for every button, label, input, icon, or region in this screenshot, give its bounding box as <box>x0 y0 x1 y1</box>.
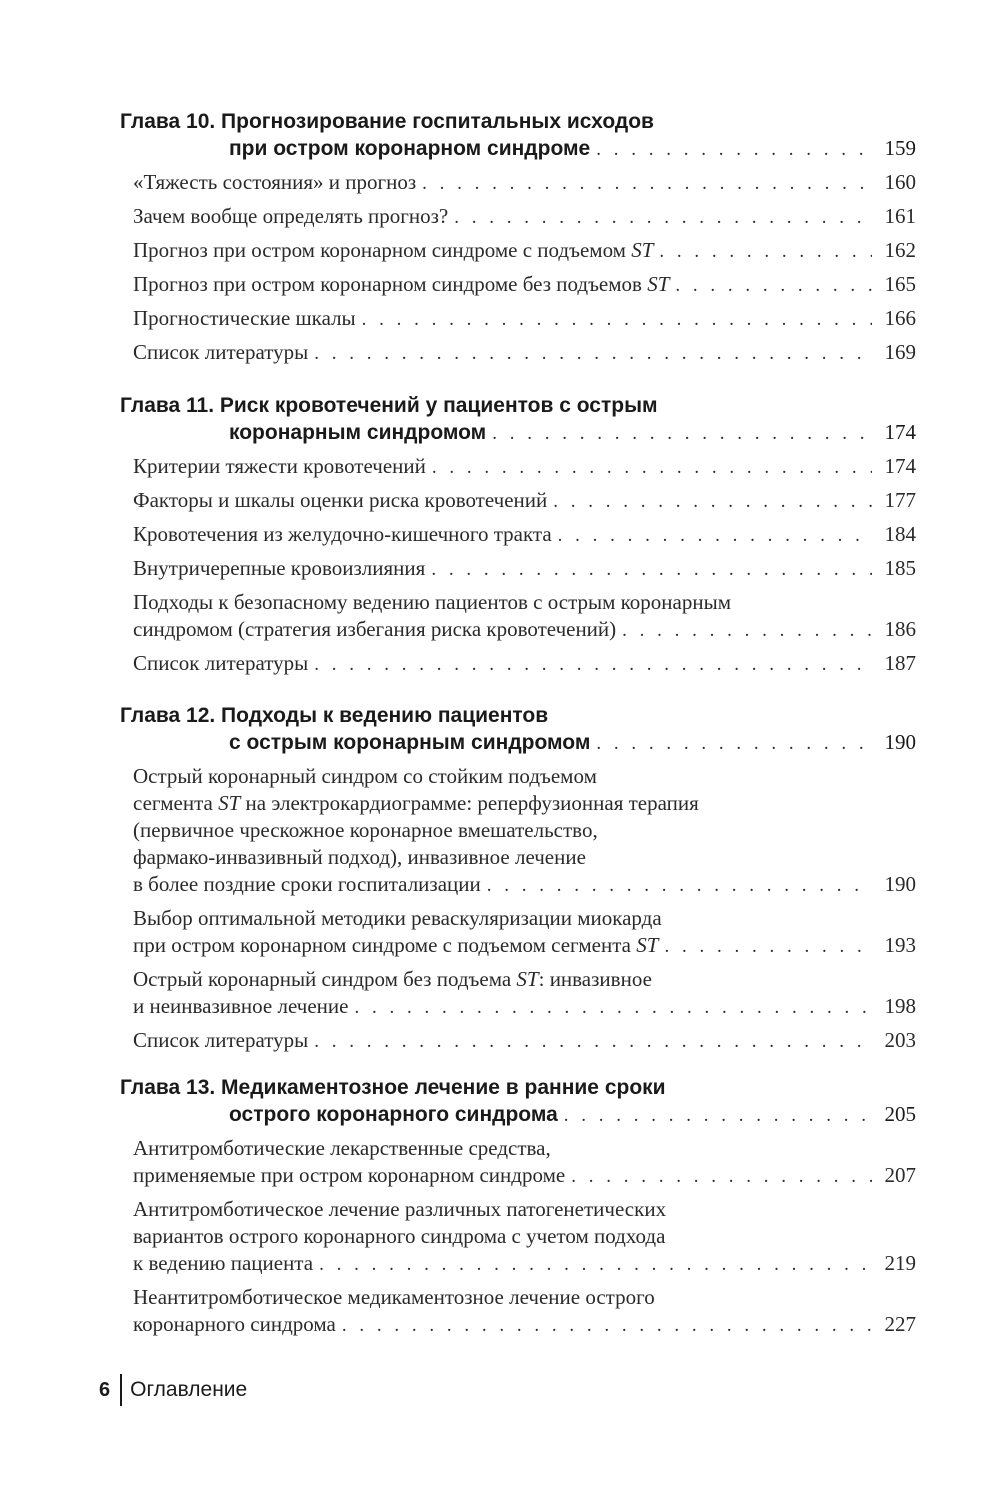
footer-section-title: Оглавление <box>130 1378 248 1401</box>
page-number: 184 <box>884 522 916 546</box>
toc-entry[interactable]: Подходы к безопасному ведению пациентов с острым коронарным синдромом (стратегия избегания риска кровотечений) . . . 186 <box>133 589 916 644</box>
page-number: 193 <box>884 933 916 957</box>
page-number: 190 <box>884 730 916 754</box>
page-number: 174 <box>884 420 916 444</box>
leader-dots <box>564 1102 872 1129</box>
chapter-title-line: коронарным синдромом . . . 174 <box>120 419 916 447</box>
toc-entry[interactable]: Антитромботическое лечение различных патогенетических вариантов острого коронарного синдрома с учетом подхода к ведению пациента . . . 219 <box>133 1196 916 1278</box>
page-footer <box>99 1374 247 1406</box>
leader-dots <box>492 420 872 447</box>
toc-entry[interactable]: Критерии тяжести кровотечений . . . 174 <box>133 453 916 481</box>
toc-entry[interactable]: Список литературы . . . 203 <box>133 1027 916 1055</box>
page-number: 166 <box>884 306 916 330</box>
toc-entry[interactable]: Антитромботические лекарственные средства, применяемые при остром коронарном синдроме . . . 207 <box>133 1135 916 1190</box>
page-number: 219 <box>884 1251 916 1275</box>
page-number: 165 <box>884 272 916 296</box>
toc-entry[interactable]: Острый коронарный синдром без подъема ST: инвазивное и неинвазивное лечение . . . 198 <box>133 966 916 1021</box>
chapter-12 <box>120 702 916 1061</box>
footer-divider <box>120 1374 122 1406</box>
toc-entry[interactable]: Прогноз при остром коронарном синдроме без подъемов ST . . . 165 <box>133 271 916 299</box>
chapter-11 <box>120 392 916 684</box>
page-number: 185 <box>884 556 916 580</box>
toc-entry[interactable]: Выбор оптимальной методики реваскуляризации миокарда при остром коронарном синдроме с подъемом сегмента ST . . . 193 <box>133 905 916 960</box>
chapter-10 <box>120 108 916 373</box>
chapter-title-line: при остром коронарном синдроме . . . 159 <box>120 135 916 163</box>
page-number: 227 <box>884 1312 916 1336</box>
chapter-title-line: с острым коронарным синдромом . . . 190 <box>120 729 916 757</box>
page-number: 203 <box>884 1028 916 1052</box>
toc-entry[interactable]: Зачем вообще определять прогноз? . . . 161 <box>133 203 916 231</box>
toc-entry[interactable]: Внутричерепные кровоизлияния . . . 185 <box>133 555 916 583</box>
page-number: 161 <box>884 204 916 228</box>
page-number: 159 <box>884 136 916 160</box>
page-number: 177 <box>884 488 916 512</box>
toc-entry[interactable]: Факторы и шкалы оценки риска кровотечений . . . 177 <box>133 487 916 515</box>
leader-dots <box>596 136 872 163</box>
page-number: 174 <box>884 454 916 478</box>
toc-entry[interactable]: Список литературы . . . 187 <box>133 650 916 678</box>
toc-entry[interactable]: «Тяжесть состояния» и прогноз . . . 160 <box>133 169 916 197</box>
page-number: 186 <box>884 617 916 641</box>
toc-entry[interactable]: Список литературы . . . 169 <box>133 339 916 367</box>
page-number: 169 <box>884 340 916 364</box>
chapter-title: Глава 10. Прогнозирование госпитальных исходов <box>120 110 654 133</box>
page-number: 187 <box>884 651 916 675</box>
toc-entry[interactable]: Острый коронарный синдром со стойким подъемом сегмента ST на электрокардиограмме: реперфузионная терапия (первичное чрескожное коронарное вмешательство, фармако-инвазивный подход), инвазивное лечение в более поздние сроки госпитализации . . . 190 <box>133 763 916 899</box>
toc-entry[interactable]: Прогностические шкалы . . . 166 <box>133 305 916 333</box>
page-number: 205 <box>884 1102 916 1126</box>
toc-entry[interactable]: Кровотечения из желудочно-кишечного тракта . . . 184 <box>133 521 916 549</box>
toc-entry[interactable]: Неантитромботическое медикаментозное лечение острого коронарного синдрома . . . 227 <box>133 1284 916 1339</box>
footer-page-number: 6 <box>99 1378 111 1401</box>
page-number: 190 <box>884 872 916 896</box>
page-number: 207 <box>884 1163 916 1187</box>
page-number: 160 <box>884 170 916 194</box>
chapter-title-line: острого коронарного синдрома . . . 205 <box>120 1101 916 1129</box>
toc-entry[interactable]: Прогноз при остром коронарном синдроме с подъемом ST . . . 162 <box>133 237 916 265</box>
page-number: 198 <box>884 994 916 1018</box>
leader-dots <box>596 730 872 757</box>
chapter-title: Глава 13. Медикаментозное лечение в ранние сроки <box>120 1076 666 1099</box>
chapter-title: Глава 11. Риск кровотечений у пациентов с острым <box>120 394 658 417</box>
chapter-13 <box>120 1074 916 1345</box>
page-number: 162 <box>884 238 916 262</box>
chapter-title: Глава 12. Подходы к ведению пациентов <box>120 704 549 727</box>
